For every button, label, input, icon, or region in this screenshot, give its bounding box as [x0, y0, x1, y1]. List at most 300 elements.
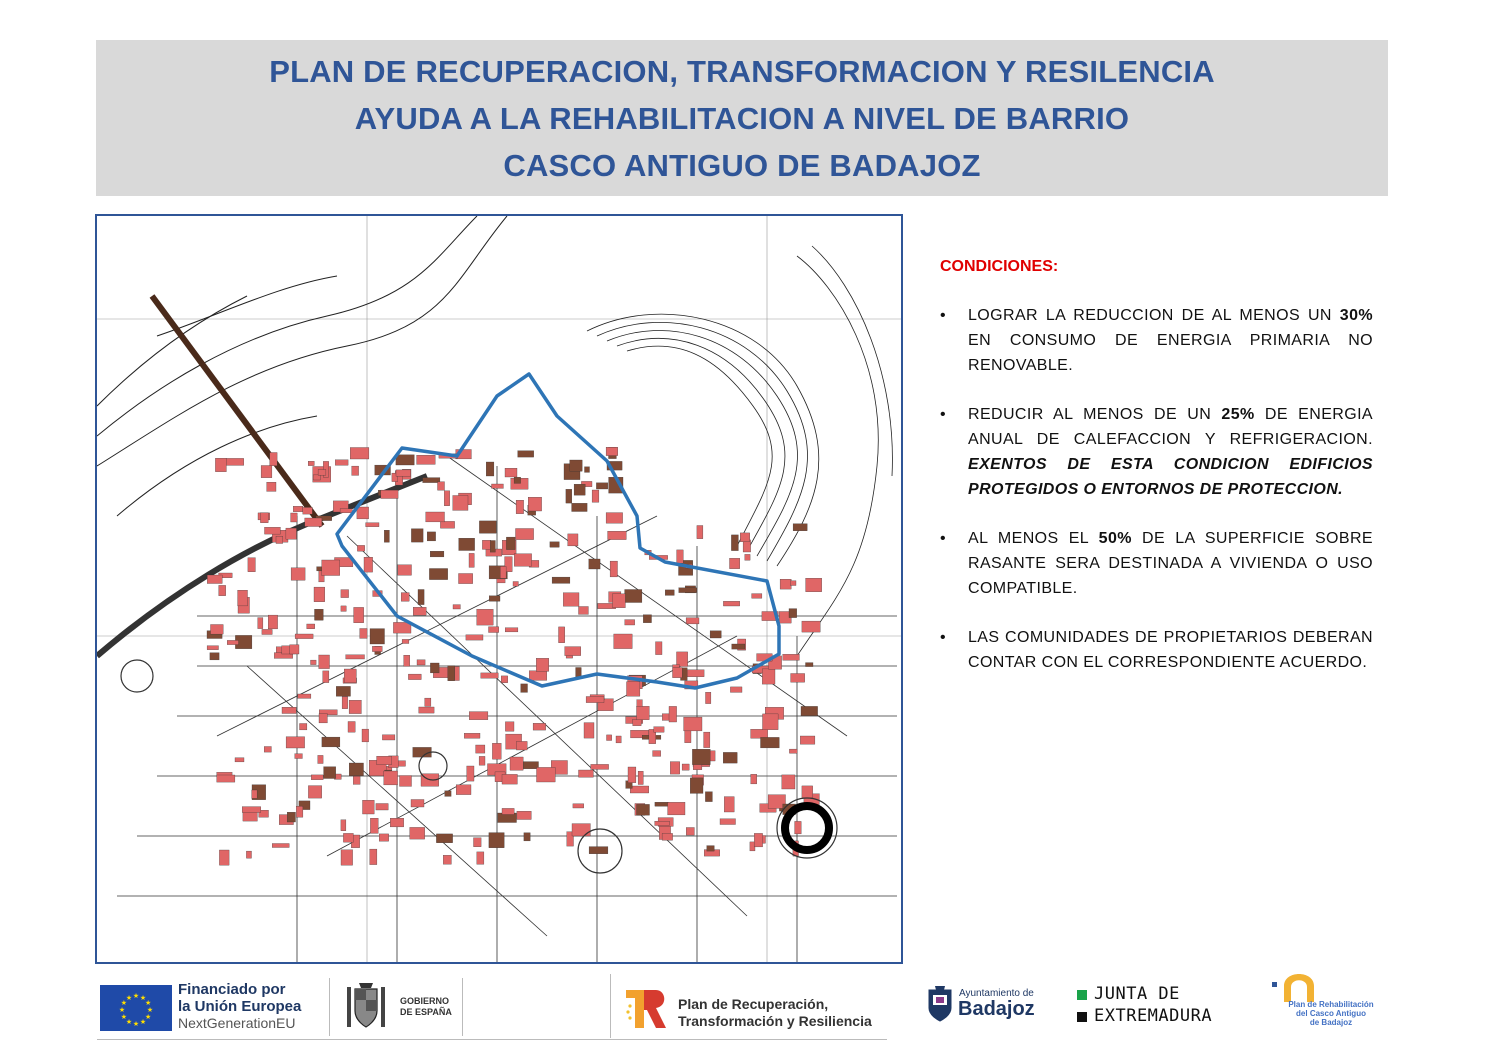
building-block — [724, 797, 734, 812]
building-block — [476, 745, 485, 753]
eu-star-icon: ★ — [120, 1014, 128, 1021]
eu-star-icon: ★ — [146, 1007, 154, 1014]
building-block — [690, 778, 703, 794]
bullet: • — [940, 406, 947, 423]
building-block — [291, 513, 298, 522]
building-block — [528, 497, 541, 511]
condition-text: LOGRAR LA REDUCCION DE AL MENOS UN — [968, 307, 1340, 324]
building-block — [417, 660, 425, 665]
prtr-line-1: Plan de Recuperación, — [678, 996, 829, 1012]
building-block — [705, 792, 712, 802]
building-block — [323, 671, 329, 683]
building-block — [630, 786, 649, 793]
building-block — [524, 833, 530, 841]
condition-percent: 50% — [1098, 530, 1132, 547]
building-block — [248, 558, 256, 572]
building-block — [579, 770, 594, 777]
building-block — [260, 513, 268, 523]
eu-star-icon: ★ — [144, 1000, 152, 1007]
building-block — [501, 676, 508, 683]
building-block — [235, 758, 244, 762]
building-block — [417, 455, 436, 464]
building-block — [655, 821, 670, 825]
building-block — [492, 484, 504, 488]
building-block — [606, 513, 623, 524]
building-block — [268, 615, 277, 629]
eu-star-icon: ★ — [118, 1007, 126, 1014]
building-block — [226, 458, 244, 465]
bullet: • — [940, 307, 947, 324]
building-block — [443, 855, 451, 864]
building-block — [687, 670, 704, 677]
eu-line-2: la Unión Europea — [178, 998, 302, 1015]
building-block — [291, 568, 305, 581]
prtr-logo-icon — [622, 984, 670, 1030]
building-block — [448, 666, 455, 681]
plan-line-1: Plan de Rehabilitación — [1288, 1000, 1374, 1009]
building-block — [802, 786, 813, 798]
eu-line-3: NextGenerationEU — [178, 1015, 296, 1031]
building-block — [610, 561, 617, 577]
building-block — [669, 706, 677, 722]
building-block — [506, 537, 515, 550]
building-block — [492, 743, 501, 759]
building-block — [730, 687, 742, 693]
building-block — [752, 594, 762, 599]
building-block — [516, 529, 534, 540]
junta-black-square-icon — [1077, 1012, 1087, 1022]
building-block — [341, 590, 349, 598]
building-block — [401, 593, 409, 602]
building-block — [489, 596, 500, 602]
building-block — [486, 462, 494, 476]
building-block — [552, 577, 570, 583]
building-block — [324, 767, 336, 779]
building-block — [402, 639, 409, 643]
building-block — [514, 477, 521, 483]
building-block — [654, 727, 664, 733]
map-drawing — [97, 216, 901, 962]
building-block — [466, 635, 483, 640]
building-block — [625, 590, 642, 603]
building-block — [614, 634, 633, 649]
building-block — [510, 757, 523, 770]
building-block — [372, 646, 382, 651]
building-block — [398, 565, 412, 576]
building-block — [322, 560, 340, 576]
building-block — [207, 575, 222, 584]
building-block — [653, 751, 661, 757]
building-block — [710, 631, 721, 638]
building-block — [704, 732, 710, 748]
building-block — [474, 838, 482, 847]
prtr-line-2: Transformación y Resiliencia — [678, 1013, 872, 1029]
building-block — [529, 671, 547, 681]
building-block — [411, 529, 423, 542]
building-block — [479, 756, 485, 765]
building-block — [568, 534, 578, 546]
building-block — [311, 775, 323, 780]
junta-green-square-icon — [1077, 990, 1087, 1000]
building-block — [502, 808, 514, 814]
condition-text: EN CONSUMO DE ENERGIA PRIMARIA NO RENOVABLE. — [968, 332, 1373, 374]
building-block — [706, 692, 711, 703]
building-block — [344, 669, 356, 683]
building-block — [453, 605, 460, 609]
building-block — [413, 607, 426, 615]
conditions-panel — [940, 258, 1373, 699]
building-block — [723, 601, 739, 606]
footer-logos — [0, 968, 1497, 1058]
building-block — [467, 766, 474, 781]
building-block — [340, 509, 352, 513]
building-block — [352, 466, 359, 475]
building-block — [286, 528, 297, 539]
plan-rehabilitacion-label — [1278, 1000, 1384, 1027]
building-block — [533, 723, 546, 730]
building-block — [354, 607, 364, 622]
building-block — [677, 550, 684, 563]
building-block — [390, 818, 403, 827]
building-block — [366, 523, 379, 527]
condition-item — [940, 625, 1373, 675]
building-block — [684, 717, 702, 731]
building-block — [444, 491, 449, 506]
building-block — [430, 663, 439, 673]
building-block — [740, 533, 750, 542]
building-block — [565, 647, 581, 656]
building-block — [637, 804, 650, 815]
building-block — [318, 755, 323, 763]
building-block — [513, 582, 518, 587]
spain-coat-of-arms-icon — [343, 981, 389, 1031]
building-block — [363, 800, 375, 814]
building-block — [314, 587, 325, 602]
badajoz-label: Badajoz — [958, 998, 1035, 1020]
eu-star-icon: ★ — [144, 1014, 152, 1021]
building-block — [584, 723, 594, 739]
building-block — [436, 834, 452, 843]
building-block — [518, 451, 534, 457]
building-block — [793, 524, 807, 531]
building-block — [319, 655, 330, 669]
building-block — [258, 618, 263, 629]
building-block — [305, 518, 322, 527]
building-block — [679, 588, 697, 593]
building-block — [789, 609, 797, 618]
building-block — [500, 566, 506, 578]
eu-funding-label — [178, 981, 301, 1032]
building-block — [319, 714, 327, 723]
building-block — [341, 606, 346, 612]
building-block — [665, 590, 674, 596]
building-block — [801, 706, 818, 715]
building-block — [559, 627, 565, 643]
conditions-heading: CONDICIONES: — [940, 258, 1059, 275]
building-block — [357, 507, 369, 519]
condition-exemption: EXENTOS DE ESTA CONDICION EDIFICIOS PROTEGIDOS O ENTORNOS DE PROTECCION. — [968, 456, 1373, 498]
building-block — [300, 724, 307, 730]
building-block — [633, 719, 642, 726]
condition-percent: 30% — [1339, 307, 1373, 324]
building-block — [692, 749, 710, 765]
building-block — [670, 762, 680, 775]
building-block — [227, 640, 238, 644]
conditions-list — [940, 303, 1373, 675]
building-block — [370, 818, 378, 833]
building-block — [761, 737, 780, 748]
building-block — [607, 735, 612, 741]
building-block — [585, 467, 590, 473]
building-block — [751, 774, 757, 784]
building-block — [210, 653, 219, 660]
building-block — [572, 503, 588, 511]
building-block — [357, 545, 364, 551]
building-block — [215, 458, 226, 472]
roundabout — [121, 660, 153, 692]
building-block — [745, 554, 750, 560]
building-block — [272, 844, 289, 848]
building-block — [682, 764, 689, 770]
building-block — [423, 478, 440, 483]
building-block — [282, 707, 296, 713]
building-block — [318, 470, 326, 476]
building-block — [295, 754, 303, 759]
junta-line-2: EXTREMADURA — [1094, 1006, 1213, 1026]
building-block — [335, 460, 348, 466]
eu-star-icon: ★ — [120, 1000, 128, 1007]
building-block — [550, 542, 559, 548]
building-block — [217, 775, 235, 782]
building-block — [732, 644, 745, 649]
building-block — [322, 737, 340, 747]
building-block — [295, 634, 313, 639]
building-block — [572, 824, 590, 836]
building-block — [290, 645, 299, 654]
building-block — [276, 536, 283, 543]
building-block — [643, 615, 651, 623]
building-block — [348, 722, 355, 733]
building-block — [418, 590, 424, 605]
building-block — [625, 620, 635, 625]
building-block — [384, 530, 389, 542]
condition-text: AL MENOS EL — [968, 530, 1099, 547]
building-block — [479, 521, 496, 533]
building-block — [262, 629, 272, 634]
building-block — [516, 741, 527, 750]
building-block — [303, 507, 313, 514]
building-block — [523, 762, 538, 769]
building-block — [349, 763, 363, 776]
building-block — [579, 607, 589, 615]
city-map — [95, 214, 903, 964]
building-block — [296, 806, 303, 817]
building-block — [307, 624, 315, 629]
building-block — [308, 461, 314, 465]
eu-star-icon: ★ — [132, 993, 140, 1000]
building-block — [336, 686, 350, 696]
building-block — [360, 629, 367, 639]
building-block — [242, 807, 261, 813]
building-block — [261, 466, 272, 478]
gobierno-line-1: GOBIERNO — [400, 996, 450, 1006]
building-block — [596, 483, 607, 489]
building-block — [453, 496, 468, 511]
building-block — [754, 833, 762, 847]
building-block — [469, 553, 474, 567]
building-block — [637, 706, 650, 720]
building-block — [219, 585, 226, 595]
building-block — [566, 489, 572, 503]
building-block — [627, 682, 640, 696]
condition-text: LAS COMUNIDADES DE PROPIETARIOS DEBERAN CONTAR CON EL CORRESPONDIENTE ACUERDO. — [968, 629, 1373, 671]
building-block — [570, 460, 583, 471]
building-block — [440, 521, 454, 528]
building-block — [720, 819, 736, 825]
title-line-2: AYUDA A LA REHABILITACION A NIVEL DE BARRIO — [354, 100, 1130, 136]
building-block — [521, 684, 528, 693]
building-block — [264, 747, 271, 753]
condition-text: DE ENERGIA ANUAL DE CALEFACCION Y REFRIGERACION. — [968, 406, 1373, 448]
building-block — [343, 833, 353, 842]
building-block — [350, 448, 369, 460]
building-block — [789, 749, 797, 753]
bullet: • — [940, 530, 947, 547]
building-block — [370, 629, 385, 644]
building-block — [341, 820, 346, 831]
building-block — [207, 646, 218, 650]
footer-rule — [97, 1039, 887, 1040]
building-block — [677, 652, 688, 667]
building-block — [489, 627, 499, 633]
eu-line-1: Financiado por — [178, 981, 286, 998]
building-block — [606, 447, 618, 455]
building-block — [489, 833, 504, 848]
building-block — [482, 540, 490, 549]
condition-item — [940, 303, 1373, 378]
building-block — [396, 455, 414, 465]
building-block — [315, 609, 324, 620]
building-block — [686, 618, 699, 624]
building-block — [293, 506, 303, 511]
building-block — [514, 554, 531, 567]
building-block — [400, 776, 412, 787]
building-block — [469, 712, 488, 720]
building-block — [408, 674, 421, 680]
building-block — [481, 673, 499, 678]
building-block — [516, 500, 524, 514]
building-block — [419, 707, 434, 713]
title-line-1: PLAN DE RECUPERACION, TRANSFORMACION Y RESILENCIA — [269, 53, 1215, 89]
building-block — [791, 674, 805, 683]
building-block — [502, 774, 517, 784]
building-block — [782, 775, 795, 789]
building-block — [586, 697, 604, 703]
building-block — [662, 714, 669, 721]
building-block — [370, 849, 377, 865]
building-block — [693, 765, 702, 770]
building-block — [265, 527, 281, 534]
building-block — [445, 791, 451, 797]
building-blocks — [207, 447, 822, 865]
building-block — [410, 827, 425, 839]
building-block — [763, 714, 779, 730]
building-block — [219, 850, 229, 865]
building-block — [802, 621, 820, 632]
building-block — [353, 776, 360, 784]
building-block — [731, 535, 738, 551]
gobierno-line-2: DE ESPAÑA — [400, 1007, 452, 1017]
building-block — [795, 821, 802, 834]
building-block — [459, 538, 475, 550]
building-block — [613, 594, 626, 608]
eu-star-icon: ★ — [139, 994, 147, 1002]
building-block — [806, 663, 814, 667]
building-block — [589, 847, 608, 854]
building-block — [573, 804, 584, 808]
building-block — [211, 625, 224, 635]
building-block — [576, 668, 582, 678]
building-block — [505, 468, 517, 477]
building-block — [730, 558, 740, 568]
building-block — [592, 490, 599, 502]
building-block — [411, 800, 424, 808]
building-block — [346, 655, 365, 659]
building-block — [456, 785, 471, 795]
building-block — [762, 669, 775, 684]
plan-line-2: del Casco Antiguo — [1296, 1009, 1366, 1018]
building-block — [783, 654, 800, 660]
building-block — [246, 851, 251, 858]
building-block — [780, 579, 791, 589]
title-line-3: CASCO ANTIGUO DE BADAJOZ — [503, 147, 981, 183]
building-block — [628, 767, 636, 783]
building-block — [349, 700, 361, 713]
building-block — [459, 574, 473, 584]
building-block — [341, 850, 353, 865]
divider — [329, 978, 330, 1036]
divider — [610, 974, 611, 1038]
building-block — [377, 756, 392, 765]
building-block — [563, 593, 579, 607]
condition-percent: 25% — [1221, 406, 1255, 423]
building-block — [490, 541, 495, 553]
condition-text: REDUCIR AL MENOS DE UN — [968, 406, 1222, 423]
building-block — [362, 729, 369, 742]
bridge — [152, 296, 322, 526]
title-banner — [96, 40, 1388, 196]
building-block — [426, 512, 445, 522]
eu-star-icon: ★ — [139, 1019, 147, 1027]
building-block — [311, 660, 317, 665]
building-block — [655, 802, 669, 806]
building-block — [438, 482, 445, 491]
building-block — [537, 767, 556, 782]
building-block — [505, 722, 514, 732]
building-block — [379, 834, 389, 841]
eu-flag-icon — [100, 985, 172, 1031]
bullring — [785, 806, 829, 850]
eu-star-icon: ★ — [125, 1019, 133, 1027]
building-block — [656, 642, 663, 655]
building-block — [697, 526, 703, 539]
building-block — [376, 804, 388, 811]
river-banks — [97, 216, 507, 516]
building-block — [477, 852, 484, 864]
building-block — [286, 737, 305, 748]
building-block — [429, 569, 447, 580]
gobierno-label — [400, 996, 452, 1018]
